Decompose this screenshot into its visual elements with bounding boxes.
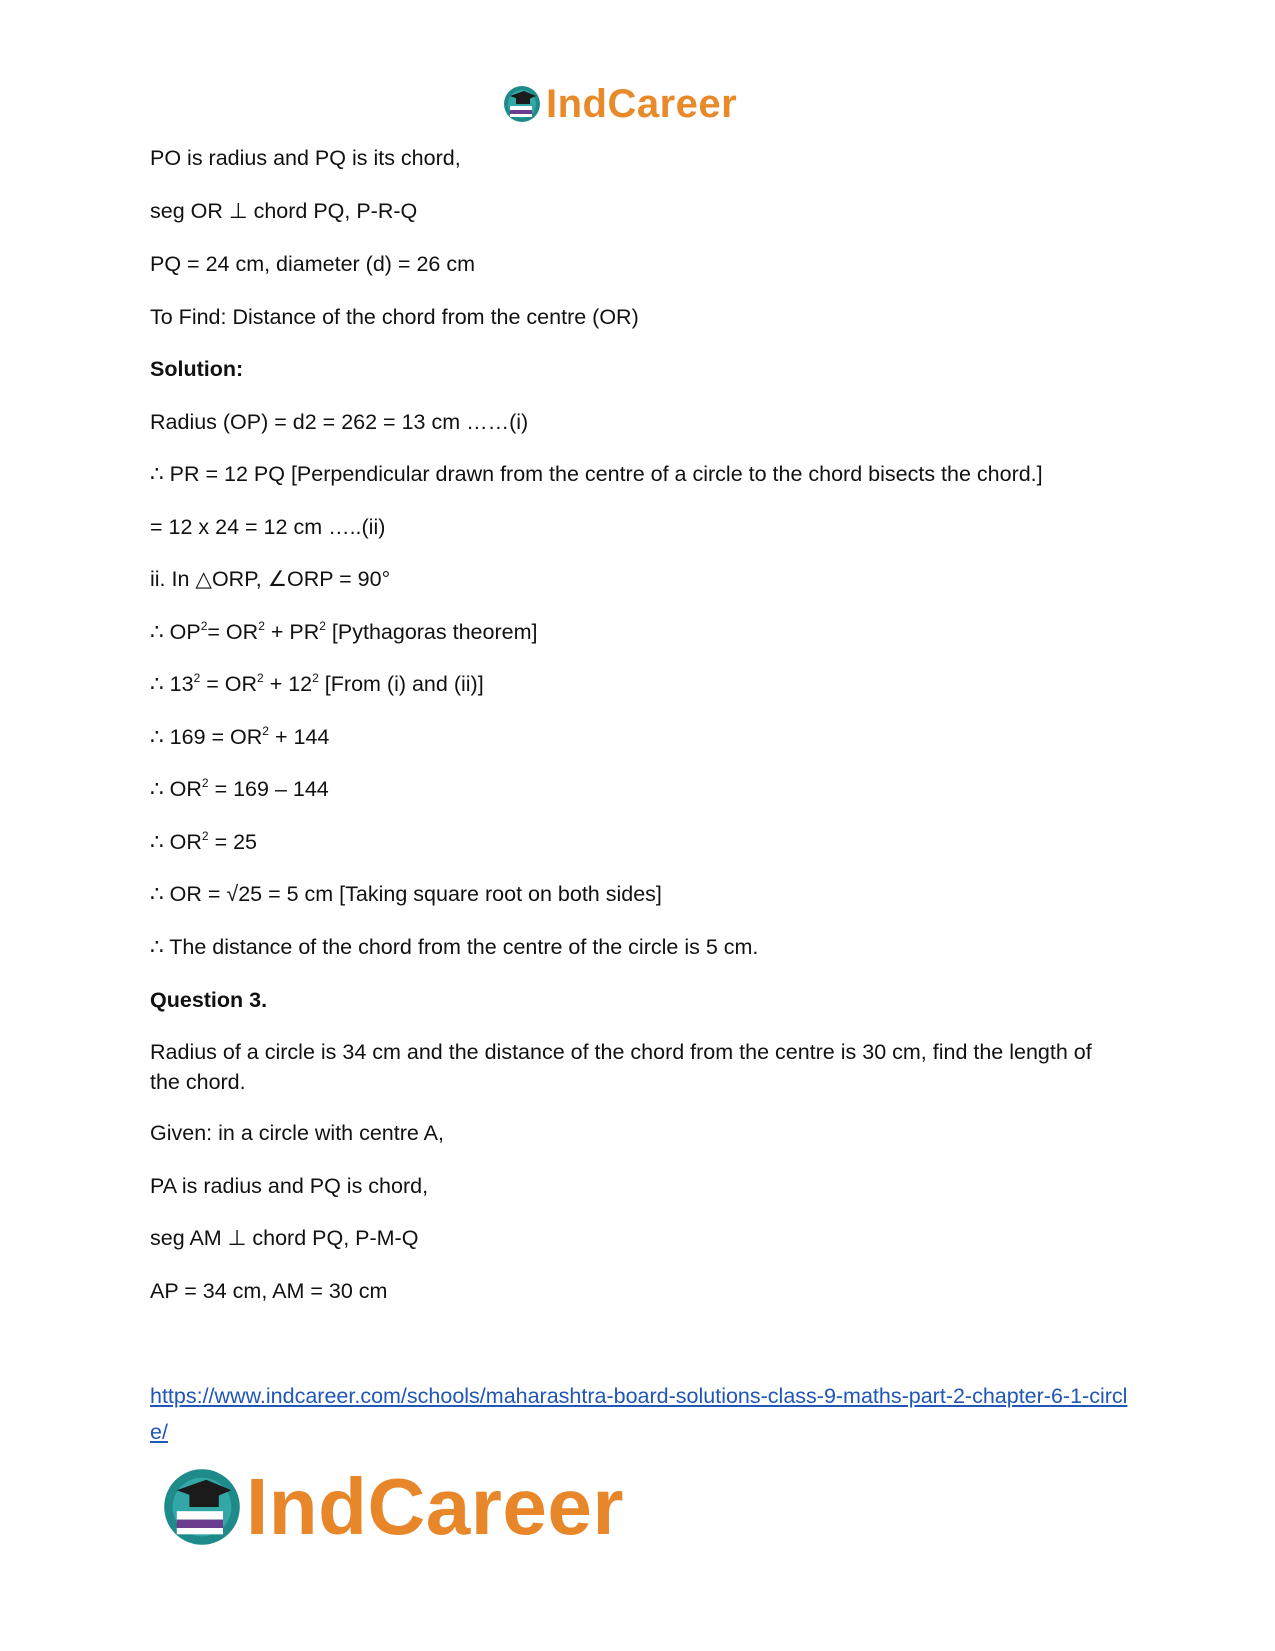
header-logo bbox=[502, 80, 737, 128]
graduation-cap-book-globe-icon bbox=[502, 84, 542, 124]
text-line: ∴ PR = 12 PQ [Perpendicular drawn from the centre of a circle to the chord bisects the chord.] bbox=[150, 462, 1043, 486]
text-line: ∴ OR = √25 = 5 cm [Taking square root on both sides] bbox=[150, 882, 662, 906]
source-link[interactable]: https://www.indcareer.com/schools/maharashtra-board-solutions-class-9-maths-part-2-chapter-6-1-circle/ bbox=[150, 1384, 1128, 1444]
brand-wordmark: IndCareer bbox=[546, 82, 738, 126]
footer-logo bbox=[160, 1462, 624, 1552]
text-line: PO is radius and PQ is its chord, bbox=[150, 146, 461, 170]
question-heading: Question 3. bbox=[150, 988, 268, 1012]
text-line: Given: in a circle with centre A, bbox=[150, 1121, 444, 1145]
text-line: ii. In △ORP, ∠ORP = 90° bbox=[150, 567, 391, 591]
section-heading: Solution: bbox=[150, 357, 244, 381]
text-line: ∴ The distance of the chord from the centre of the circle is 5 cm. bbox=[150, 935, 759, 959]
equation-line: ∴ $169 = OR^2 + 144$ bbox=[150, 724, 330, 749]
text-line: PA is radius and PQ is chord, bbox=[150, 1174, 429, 1198]
equation-line: ∴ $13^2 = OR^2 + 12^2$ [From (i) and (ii)] bbox=[150, 671, 484, 696]
text-line: To Find: Distance of the chord from the centre (OR) bbox=[150, 305, 639, 329]
text-line: seg AM ⊥ chord PQ, P-M-Q bbox=[150, 1226, 419, 1250]
brand-wordmark: IndCareer bbox=[246, 1462, 624, 1551]
text-line: Radius (OP) = d2 = 262 = 13 cm ……(i) bbox=[150, 410, 529, 434]
equation-line: ∴ $OP^2= OR^2 + PR^2$ [Pythagoras theorem] bbox=[150, 619, 538, 644]
graduation-cap-book-globe-icon bbox=[160, 1465, 244, 1549]
question-text: Radius of a circle is 34 cm and the distance of the chord from the centre is 30 cm, find the length of the chord. bbox=[150, 1040, 1092, 1094]
text-line: = 12 x 24 = 12 cm …..(ii) bbox=[150, 515, 386, 539]
text-line: seg OR ⊥ chord PQ, P-R-Q bbox=[150, 199, 418, 223]
text-line: AP = 34 cm, AM = 30 cm bbox=[150, 1279, 388, 1303]
text-line: PQ = 24 cm, diameter (d) = 26 cm bbox=[150, 252, 476, 276]
equation-line: ∴ $OR^2 = 169 - 144$ bbox=[150, 776, 329, 801]
equation-line: ∴ $OR^2 = 25$ bbox=[150, 829, 258, 854]
